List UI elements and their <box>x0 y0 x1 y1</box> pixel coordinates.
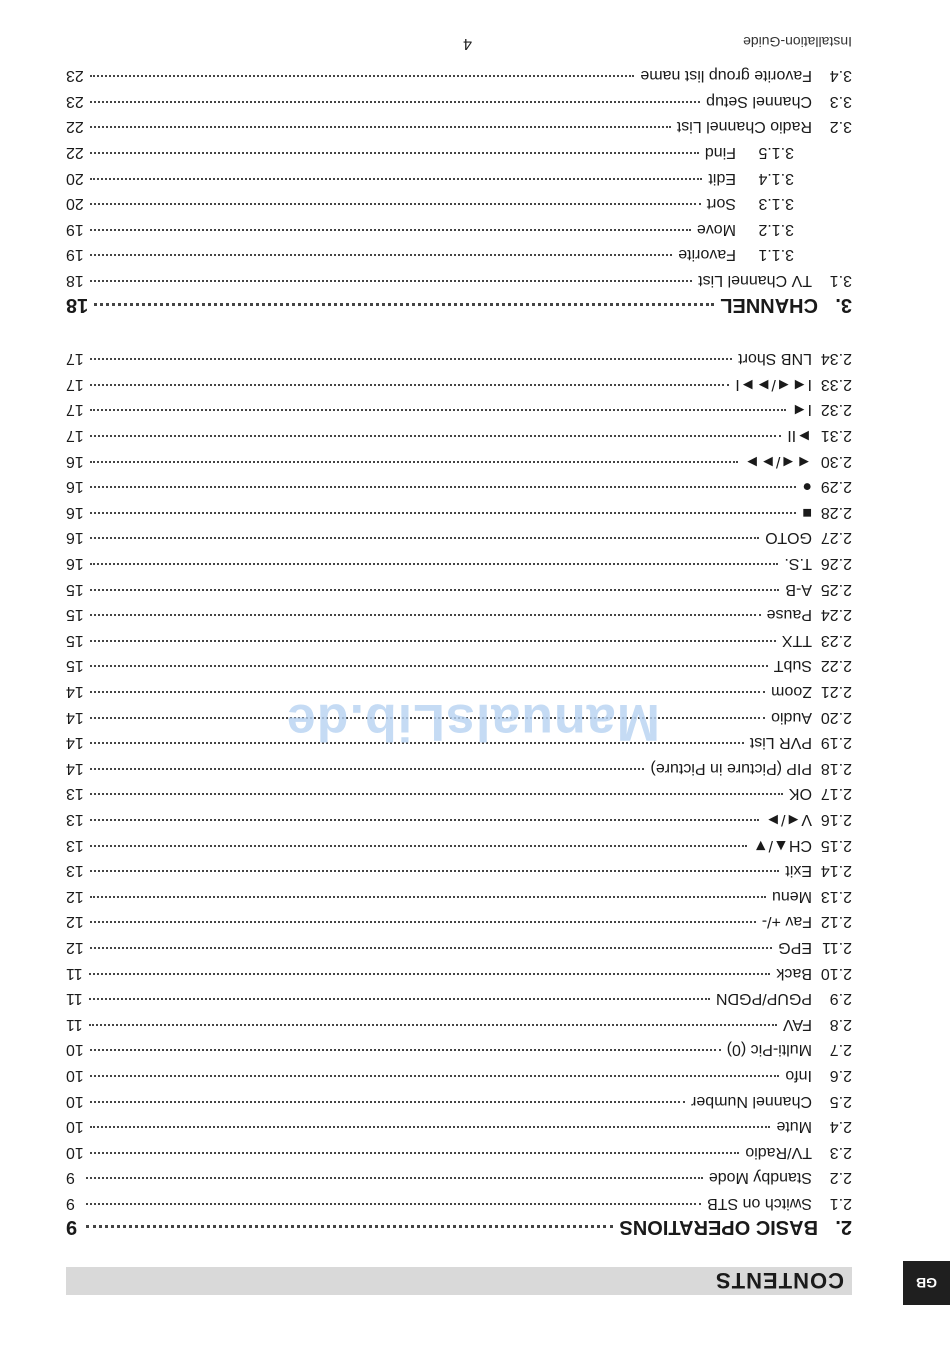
toc-entry-title: PVR List <box>749 734 812 751</box>
toc-entry-title: Multi-Pic (0) <box>726 1041 812 1058</box>
dot-leader <box>90 254 672 256</box>
toc-entry-number: 2.19 <box>820 734 852 751</box>
toc-entry[interactable] <box>66 625 852 649</box>
toc-entry-number: 2.23 <box>820 632 852 649</box>
toc-entry-number: 2.5 <box>829 1093 852 1110</box>
toc-entry-title: I◄◄/►►I <box>735 376 812 393</box>
toc-entry-number: 3.1.1 <box>758 246 794 263</box>
toc-entry-page: 23 <box>66 67 84 84</box>
toc-entry-number: 2.2 <box>829 1169 852 1186</box>
toc-entry-number: 2.1 <box>829 1195 852 1212</box>
toc-entry-page: 19 <box>66 246 84 263</box>
toc-entry-title: Favorite group list name <box>640 67 812 84</box>
toc-entry-title: Find <box>704 144 736 161</box>
toc-entry[interactable] <box>66 830 852 854</box>
toc-entry[interactable] <box>66 497 852 521</box>
dot-leader <box>90 614 761 616</box>
toc-entry-number: 3.2 <box>829 118 852 135</box>
toc-entry[interactable] <box>66 214 852 238</box>
footer-page-number: 4 <box>463 35 472 52</box>
toc-entry[interactable] <box>66 1188 852 1212</box>
toc-entry-number: 2.17 <box>820 785 852 802</box>
toc-entry-number: 2.32 <box>820 401 852 418</box>
toc-entry-number: 2.25 <box>820 581 852 598</box>
toc-entry-number: 3.1.4 <box>758 170 794 187</box>
toc-entry-page: 13 <box>66 862 84 879</box>
toc-entry-number: 2.33 <box>820 376 852 393</box>
toc-entry-number: 2.14 <box>820 862 852 879</box>
toc-entry-number: 3.1.5 <box>758 144 794 161</box>
toc-entry[interactable] <box>66 881 852 905</box>
toc-entry-page: 13 <box>66 811 84 828</box>
toc-entry[interactable] <box>66 1111 852 1135</box>
footer-label: Installation-Guide <box>743 34 852 50</box>
toc-entry-title: Zoom <box>771 683 812 700</box>
toc-entry-number: 2.6 <box>829 1067 852 1084</box>
toc-entry[interactable] <box>66 188 852 212</box>
toc-entry[interactable] <box>66 778 852 802</box>
toc-entry-number: 2.22 <box>820 657 852 674</box>
toc-entry-title: ►II <box>787 427 812 444</box>
toc-entry[interactable] <box>66 574 852 598</box>
toc-entry-page: 14 <box>66 734 84 751</box>
toc-entry-title: TTX <box>781 632 812 649</box>
toc-entry-number: 2.4 <box>829 1118 852 1135</box>
toc-entry-number: 2.26 <box>820 555 852 572</box>
toc-entry-page: 20 <box>66 170 84 187</box>
toc-entry-title: GOTO <box>765 529 812 546</box>
toc-entry-title: LNB Short <box>738 350 812 367</box>
toc-entry[interactable] <box>66 753 852 777</box>
toc-entry-number: 3.1.2 <box>758 221 794 238</box>
toc-entry-title: OK <box>788 785 812 802</box>
dot-leader <box>94 303 714 306</box>
dot-leader <box>90 152 699 154</box>
toc-entry-page: 9 <box>66 1216 78 1238</box>
toc-entry[interactable] <box>66 548 852 572</box>
dot-leader <box>90 101 700 103</box>
toc-entry-title: Channel Number <box>691 1093 812 1110</box>
toc-entry[interactable] <box>66 111 852 135</box>
toc-entry-number: 2.28 <box>820 504 852 521</box>
toc-entry-title: ■ <box>802 504 812 521</box>
dot-leader <box>90 384 730 386</box>
toc-entry-number: 2.13 <box>820 888 852 905</box>
toc-entry-title: Menu <box>771 888 812 905</box>
toc-entry[interactable] <box>66 343 852 367</box>
toc-entry-page: 20 <box>66 195 84 212</box>
dot-leader <box>90 921 756 923</box>
dot-leader <box>90 537 759 539</box>
dot-leader <box>89 998 710 1000</box>
dot-leader <box>90 280 692 282</box>
toc-entry-title: SubT <box>773 657 812 674</box>
toc-entry-title: Edit <box>708 170 736 187</box>
toc-entry-title: Info <box>785 1067 812 1084</box>
toc-entry[interactable] <box>66 1086 852 1110</box>
toc-entry[interactable] <box>66 471 852 495</box>
toc-entry-number: 3.4 <box>829 67 852 84</box>
toc-entry-title: V◄/► <box>765 811 812 828</box>
dot-leader <box>90 768 645 770</box>
dot-leader <box>90 229 691 231</box>
dot-leader <box>90 819 759 821</box>
toc-entry-page: 13 <box>66 785 84 802</box>
toc-entry-number: 2.31 <box>820 427 852 444</box>
toc-entry-number: 2.11 <box>822 939 852 956</box>
toc-entry-page: 15 <box>66 657 84 674</box>
toc-entry-title: ◄◄/►► <box>744 453 812 470</box>
toc-entry-page: 17 <box>66 401 84 418</box>
dot-leader <box>90 486 797 488</box>
dot-leader <box>90 640 776 642</box>
toc-entry-title: BASIC OPERATIONS <box>619 1216 818 1238</box>
toc-entry[interactable] <box>66 804 852 828</box>
toc-entry[interactable] <box>66 599 852 623</box>
dot-leader <box>89 973 771 975</box>
toc-entry-title: CHANNEL <box>720 294 818 316</box>
toc-entry-page: 17 <box>66 350 84 367</box>
toc-entry-page: 15 <box>66 632 84 649</box>
toc-entry[interactable] <box>66 60 852 84</box>
toc-entry-number: 3.3 <box>829 93 852 110</box>
toc-entry-number: 2.3 <box>829 1144 852 1161</box>
dot-leader <box>90 435 781 437</box>
toc-entry-title: A-B <box>785 581 812 598</box>
toc-entry-number: 2.20 <box>820 709 852 726</box>
dot-leader <box>90 1075 780 1077</box>
toc-entry-number: 3.1 <box>829 272 852 289</box>
toc-entry-page: 18 <box>66 272 84 289</box>
dot-leader <box>86 1203 701 1205</box>
toc-entry-page: 16 <box>66 453 84 470</box>
toc-entry[interactable] <box>66 983 852 1007</box>
dot-leader <box>90 512 797 514</box>
toc-entry-page: 17 <box>66 427 84 444</box>
toc-entry-title: Audio <box>771 709 812 726</box>
toc-entry-page: 11 <box>66 1016 83 1033</box>
toc-entry-page: 11 <box>66 965 83 982</box>
dot-leader <box>90 358 732 360</box>
dot-leader <box>86 1225 613 1228</box>
toc-entry-number: 2.16 <box>820 811 852 828</box>
toc-entry-page: 15 <box>66 581 84 598</box>
toc-entry[interactable] <box>66 394 852 418</box>
toc-entry-number: 2.7 <box>829 1041 852 1058</box>
toc-entry-number: 2.12 <box>820 913 852 930</box>
toc-entry[interactable] <box>66 163 852 187</box>
dot-leader <box>90 1126 771 1128</box>
toc-entry-page: 14 <box>66 683 84 700</box>
toc-entry-title: ● <box>802 478 812 495</box>
dot-leader <box>90 178 703 180</box>
toc-entry[interactable] <box>66 522 852 546</box>
toc-entry-page: 16 <box>66 555 84 572</box>
dot-leader <box>90 409 786 411</box>
page-title: CONTENTS <box>715 1268 844 1293</box>
toc-entry-title: EPG <box>778 939 812 956</box>
toc-chapter[interactable] <box>66 1214 852 1238</box>
dot-leader <box>86 1177 703 1179</box>
dot-leader <box>90 1049 721 1051</box>
dot-leader <box>89 1024 777 1026</box>
toc-entry-title: Pause <box>766 606 812 623</box>
toc-entry-title: Channel Setup <box>706 93 812 110</box>
toc-entry[interactable] <box>66 265 852 289</box>
toc-entry-title: Switch on STB <box>707 1195 812 1212</box>
toc-entry-title: T.S. <box>784 555 812 572</box>
toc-entry-number: 2.18 <box>820 760 852 777</box>
toc-entry-page: 13 <box>66 837 84 854</box>
toc-entry-number: 2.8 <box>829 1016 852 1033</box>
toc-entry-number: 2.15 <box>820 837 852 854</box>
toc-entry[interactable] <box>66 137 852 161</box>
toc-entry-number: 2.10 <box>820 965 852 982</box>
dot-leader <box>90 75 635 77</box>
toc-entry[interactable] <box>66 369 852 393</box>
toc-entry[interactable] <box>66 1034 852 1058</box>
toc-entry[interactable] <box>66 1137 852 1161</box>
toc-entry-title: TV/Radio <box>745 1144 812 1161</box>
toc-entry-page: 14 <box>66 709 84 726</box>
toc-entry-page: 22 <box>66 144 84 161</box>
toc-entry-page: 10 <box>66 1144 84 1161</box>
dot-leader <box>90 589 780 591</box>
toc-entry-title: CH▲/▼ <box>752 837 812 854</box>
dot-leader <box>90 793 783 795</box>
toc-entry-page: 23 <box>66 93 84 110</box>
toc-entry-title: I◄ <box>791 401 812 418</box>
toc-entry-number: 3.1.3 <box>758 195 794 212</box>
toc-entry-title: FAV <box>782 1016 812 1033</box>
toc-entry-title: PGUP/PGDN <box>715 990 812 1007</box>
toc-entry-title: Radio Channel List <box>676 118 812 135</box>
toc-entry[interactable] <box>66 650 852 674</box>
toc-entry-page: 10 <box>66 1067 84 1084</box>
toc-entry-page: 12 <box>66 913 84 930</box>
dot-leader <box>90 126 671 128</box>
toc-entry[interactable] <box>66 446 852 470</box>
toc-entry-page: 10 <box>66 1041 84 1058</box>
toc-entry-number: 2.9 <box>829 990 852 1007</box>
toc-entry-title: Fav +/- <box>761 913 812 930</box>
toc-entry-page: 10 <box>66 1093 84 1110</box>
toc-entry-number: 3. <box>835 294 852 316</box>
toc-entry[interactable] <box>66 906 852 930</box>
toc-entry-page: 12 <box>66 888 84 905</box>
dot-leader <box>90 461 738 463</box>
toc-entry-page: 15 <box>66 606 84 623</box>
toc-chapter[interactable] <box>66 292 852 316</box>
toc-entry-title: Exit <box>785 862 812 879</box>
language-tab: GB <box>903 1261 950 1305</box>
toc-entry[interactable] <box>66 420 852 444</box>
toc-entry-title: Standby Mode <box>708 1169 812 1186</box>
toc-entry-number: 2. <box>835 1216 852 1238</box>
toc-entry[interactable] <box>66 855 852 879</box>
toc-entry[interactable] <box>66 932 852 956</box>
watermark: ManualsLib.de <box>285 693 660 751</box>
dot-leader <box>90 1152 740 1154</box>
toc-entry-title: Mute <box>776 1118 812 1135</box>
toc-entry-title: TV Channel List <box>698 272 812 289</box>
toc-entry-page: 19 <box>66 221 84 238</box>
toc-entry-title: Back <box>776 965 812 982</box>
dot-leader <box>90 203 701 205</box>
toc-entry[interactable] <box>66 1009 852 1033</box>
toc-entry-number: 2.30 <box>820 453 852 470</box>
toc-entry[interactable] <box>66 958 852 982</box>
toc-entry[interactable] <box>66 1162 852 1186</box>
toc-entry-page: 9 <box>66 1195 75 1212</box>
toc-entry-title: Favorite <box>678 246 736 263</box>
toc-entry-page: 16 <box>66 504 84 521</box>
toc-entry-page: 11 <box>66 990 83 1007</box>
dot-leader <box>90 845 747 847</box>
toc-entry-page: 18 <box>66 294 89 316</box>
toc-entry-page: 9 <box>66 1169 75 1186</box>
toc-entry-number: 2.27 <box>820 529 852 546</box>
toc-entry-page: 16 <box>66 478 84 495</box>
toc-entry-number: 2.29 <box>820 478 852 495</box>
toc-entry[interactable] <box>66 86 852 110</box>
toc-entry-number: 2.24 <box>820 606 852 623</box>
toc-entry-page: 10 <box>66 1118 84 1135</box>
toc-entry-title: PIP (Picture in Picture) <box>650 760 812 777</box>
toc-entry[interactable] <box>66 1060 852 1084</box>
toc-entry-title: Move <box>696 221 736 238</box>
toc-entry-page: 12 <box>66 939 84 956</box>
dot-leader <box>90 947 772 949</box>
toc-entry-page: 16 <box>66 529 84 546</box>
toc-entry-number: 2.34 <box>820 350 852 367</box>
dot-leader <box>90 896 766 898</box>
toc-entry-page: 17 <box>66 376 84 393</box>
dot-leader <box>90 870 780 872</box>
dot-leader <box>90 665 768 667</box>
toc-entry[interactable] <box>66 239 852 263</box>
toc-entry-page: 14 <box>66 760 84 777</box>
dot-leader <box>90 563 779 565</box>
toc-entry-page: 22 <box>66 118 84 135</box>
toc-entry-number: 2.21 <box>820 683 852 700</box>
toc-entry-title: Sort <box>706 195 736 212</box>
dot-leader <box>90 1101 685 1103</box>
